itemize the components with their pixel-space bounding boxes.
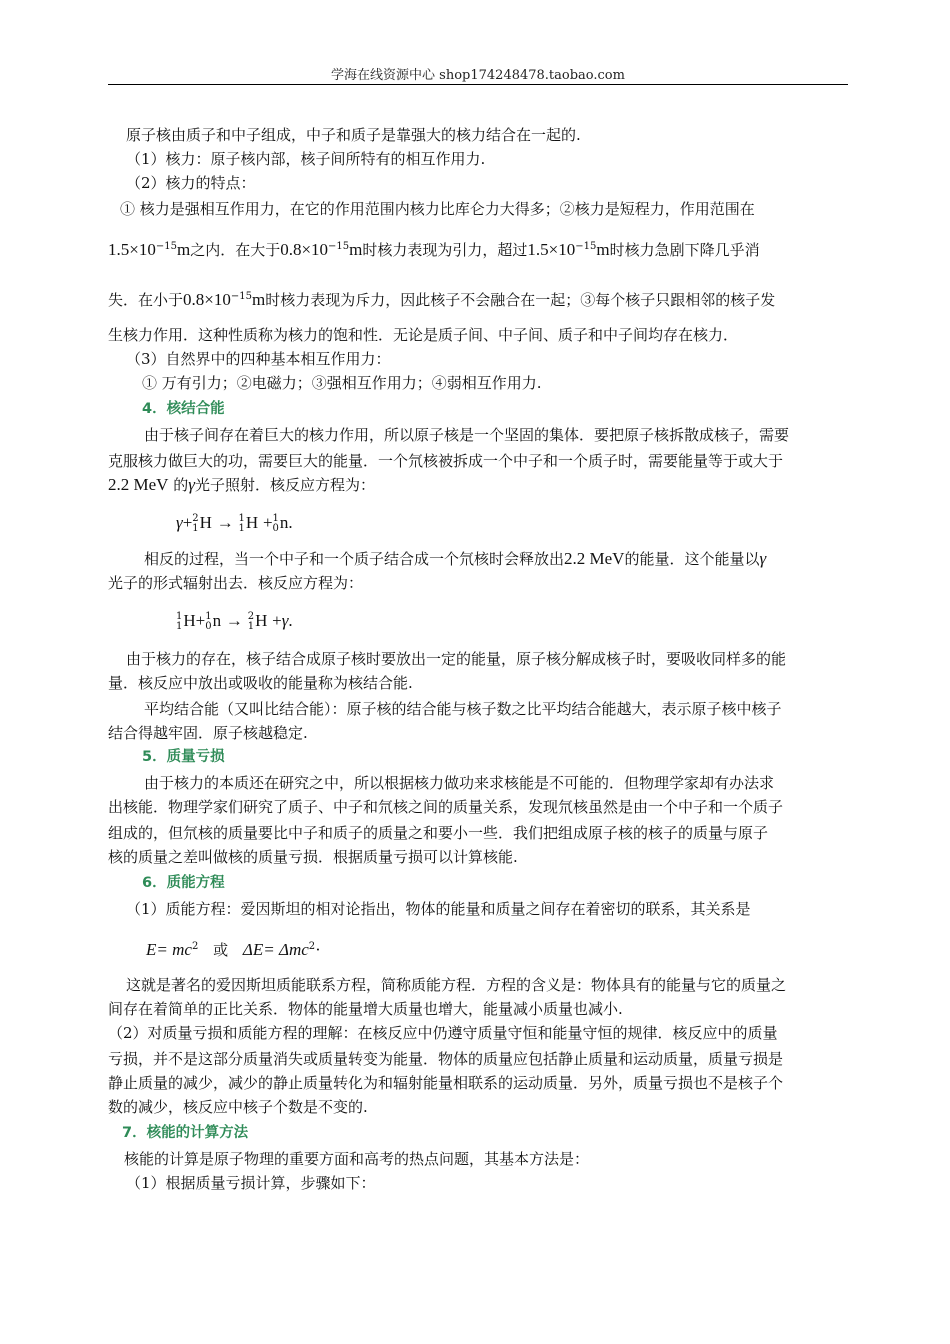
paragraph-line: 数的减少，核反应中核子个数是不变的. bbox=[108, 1098, 368, 1116]
equation-rhs: = Δmc bbox=[263, 940, 309, 959]
math-exponent: −15 bbox=[230, 291, 252, 302]
mass-number: 1 bbox=[272, 513, 279, 524]
math-value: 0.8×10 bbox=[183, 290, 231, 309]
equation-deuteron-split bbox=[176, 512, 916, 534]
math-exponent: 2 bbox=[308, 941, 316, 952]
mass-number: 1 bbox=[176, 611, 183, 622]
nuclide-indices bbox=[239, 514, 245, 534]
paragraph-line: （3）自然界中的四种基本相互作用力： bbox=[126, 350, 391, 368]
paragraph-line: 原子核由质子和中子组成，中子和质子是靠强大的核力结合在一起的. bbox=[126, 126, 581, 144]
paragraph-line: （2）核力的特点： bbox=[126, 174, 256, 192]
plus-sign: + bbox=[182, 513, 193, 532]
text-fragment: 失．在小于 bbox=[108, 291, 184, 309]
paragraph-line: ① 核力是强相互作用力，在它的作用范围内核力比库仑力大得多；②核力是短程力，作用范围在 bbox=[120, 200, 755, 218]
plus-sign: + bbox=[262, 513, 273, 532]
nuclide-indices bbox=[205, 612, 211, 632]
element-symbol: H bbox=[245, 513, 259, 532]
atomic-number: 1 bbox=[247, 621, 255, 632]
arrow-symbol: → bbox=[216, 513, 234, 532]
math-value: 1.5×10 bbox=[527, 240, 576, 259]
plus-sign: + bbox=[195, 611, 206, 630]
paragraph-line: 间存在着简单的正比关系．物体的能量增大质量也增大，能量减小质量也减小. bbox=[108, 1000, 623, 1018]
math-unit: m bbox=[349, 240, 363, 259]
paragraph-line: 由于核子间存在着巨大的核力作用，所以原子核是一个坚固的集体．要把原子核拆散成核子，需要 bbox=[144, 426, 790, 444]
atomic-number: 0 bbox=[272, 523, 279, 534]
page-header: 学海在线资源中心 shop174248478.taobao.com bbox=[331, 68, 625, 83]
equation-mass-energy bbox=[146, 936, 886, 961]
paragraph-line: 这就是著名的爱因斯坦质能联系方程，简称质能方程．方程的含义是：物体具有的能量与它的质量之 bbox=[126, 976, 787, 994]
equation-deuteron-fusion bbox=[176, 610, 916, 632]
text-fragment: 时核力表现为引力，超过 bbox=[362, 241, 528, 259]
math-unit: m bbox=[176, 240, 191, 259]
paragraph-line: 出核能．物理学家们研究了质子、中子和氘核之间的质量关系，发现氘核虽然是由一个中子和一个质子 bbox=[108, 798, 784, 816]
math-unit: m bbox=[251, 290, 266, 309]
paragraph-line: 平均结合能（又叫比结合能）：原子核的结合能与核子数之比平均结合能越大，表示原子核中核子 bbox=[144, 700, 782, 718]
math-value: 0.8×10 bbox=[280, 240, 329, 259]
paragraph-line-with-math bbox=[108, 286, 848, 311]
text-fragment: 时核力表现为斥力，因此核子不会融合在一起；③每个核子只跟相邻的核子发 bbox=[265, 291, 776, 309]
element-symbol: H bbox=[255, 611, 268, 630]
plus-sign: + bbox=[272, 611, 282, 630]
paragraph-line: 静止质量的减少，减少的静止质量转化为和辐射能量相联系的运动质量．另外，质量亏损也不是核子个 bbox=[108, 1074, 784, 1092]
nuclide-indices bbox=[248, 612, 254, 632]
paragraph-line: 结合得越牢固．原子核越稳定. bbox=[108, 724, 308, 742]
paragraph-line: （2）对质量亏损和质能方程的理解：在核反应中仍遵守质量守恒和能量守恒的规律．核反应中的质量 bbox=[108, 1024, 778, 1042]
math-exponent: 2 bbox=[191, 941, 199, 952]
math-value: 2.2 MeV bbox=[108, 475, 169, 494]
period-symbol: · bbox=[315, 940, 321, 959]
text-fragment: 光子照射．核反应方程为： bbox=[194, 476, 375, 494]
section-heading: 5．质量亏损 bbox=[142, 749, 225, 765]
atomic-number: 0 bbox=[205, 621, 212, 632]
nuclide-indices bbox=[192, 514, 198, 534]
nuclide-indices bbox=[273, 514, 279, 534]
mass-number: 2 bbox=[247, 611, 255, 622]
mass-number: 1 bbox=[238, 513, 245, 524]
text-fragment: 的 bbox=[173, 476, 189, 494]
text-fragment: 相反的过程，当一个中子和一个质子结合成一个氘核时会释放出 bbox=[144, 550, 565, 568]
element-symbol: n bbox=[212, 611, 222, 630]
section-heading: 7．核能的计算方法 bbox=[122, 1125, 249, 1141]
paragraph-line-with-math bbox=[108, 474, 848, 496]
atomic-number: 1 bbox=[176, 621, 183, 632]
gamma-symbol: γ bbox=[281, 611, 289, 630]
paragraph-line: （1）根据质量亏损计算，步骤如下： bbox=[126, 1174, 376, 1192]
paragraph-line: 克服核力做巨大的功，需要巨大的能量．一个氘核被拆成一个中子和一个质子时，需要能量等于或大于 bbox=[108, 452, 784, 470]
energy-delta-symbol: ΔE bbox=[242, 940, 264, 959]
section-heading: 6．质能方程 bbox=[142, 875, 225, 891]
text-fragment: 时核力急剧下降几乎消 bbox=[609, 241, 760, 259]
paragraph-line: 核能的计算是原子物理的重要方面和高考的热点问题，其基本方法是： bbox=[124, 1150, 590, 1168]
period-symbol: . bbox=[288, 611, 293, 630]
element-symbol: H bbox=[183, 611, 196, 630]
paragraph-line: 由于核力的本质还在研究之中，所以根据核力做功来求核能是不可能的．但物理学家却有办法求 bbox=[144, 774, 775, 792]
paragraph-line: 光子的形式辐射出去．核反应方程为： bbox=[108, 574, 364, 592]
paragraph-line: 核的质量之差叫做核的质量亏损．根据质量亏损可以计算核能. bbox=[108, 848, 518, 866]
paragraph-line: 亏损，并不是这部分质量消失或质量转变为能量．物体的质量应包括静止质量和运动质量，质量亏损是 bbox=[108, 1050, 784, 1068]
or-text: 或 bbox=[213, 941, 229, 959]
math-value: 1.5×10 bbox=[108, 240, 156, 259]
nuclide-indices bbox=[176, 612, 182, 632]
paragraph-line: 量．核反应中放出或吸收的能量称为核结合能. bbox=[108, 674, 413, 692]
element-symbol: n bbox=[279, 513, 289, 532]
math-unit: m bbox=[596, 240, 610, 259]
paragraph-line-with-math bbox=[144, 548, 884, 570]
atomic-number: 1 bbox=[192, 523, 199, 534]
paragraph-line: （1）质能方程：爱因斯坦的相对论指出，物体的能量和质量之间存在着密切的联系，其关系是 bbox=[126, 900, 751, 918]
text-fragment: 的能量．这个能量以 bbox=[624, 550, 760, 568]
equation-rhs: = mc bbox=[156, 940, 192, 959]
arrow-symbol: → bbox=[225, 611, 243, 630]
paragraph-line: （1）核力：原子核内部，核子间所特有的相互作用力. bbox=[126, 150, 486, 168]
paragraph-line: 组成的，但氘核的质量要比中子和质子的质量之和要小一些．我们把组成原子核的核子的质量与原子 bbox=[108, 824, 769, 842]
math-exponent: −15 bbox=[575, 241, 597, 252]
header-divider bbox=[108, 84, 848, 85]
energy-symbol: E bbox=[146, 940, 157, 959]
gamma-symbol: γ bbox=[176, 513, 183, 532]
period-symbol: . bbox=[288, 513, 293, 532]
gamma-symbol: γ bbox=[759, 549, 767, 568]
mass-number: 2 bbox=[192, 513, 199, 524]
gamma-symbol: γ bbox=[188, 475, 195, 494]
math-exponent: −15 bbox=[328, 241, 350, 252]
math-exponent: −15 bbox=[155, 241, 177, 252]
atomic-number: 1 bbox=[238, 523, 245, 534]
math-value: 2.2 MeV bbox=[564, 549, 625, 568]
mass-number: 1 bbox=[205, 611, 212, 622]
paragraph-line: ① 万有引力；②电磁力；③强相互作用力；④弱相互作用力. bbox=[142, 374, 542, 392]
paragraph-line: 由于核力的存在，核子结合成原子核时要放出一定的能量，原子核分解成核子时，要吸收同样多的能 bbox=[126, 650, 787, 668]
paragraph-line: 生核力作用．这种性质称为核力的饱和性．无论是质子间、中子间、质子和中子间均存在核力． bbox=[108, 326, 739, 344]
paragraph-line-with-math bbox=[108, 236, 848, 261]
section-heading: 4．核结合能 bbox=[142, 401, 225, 417]
element-symbol: H bbox=[199, 513, 212, 532]
text-fragment: 之内．在大于 bbox=[190, 241, 281, 259]
